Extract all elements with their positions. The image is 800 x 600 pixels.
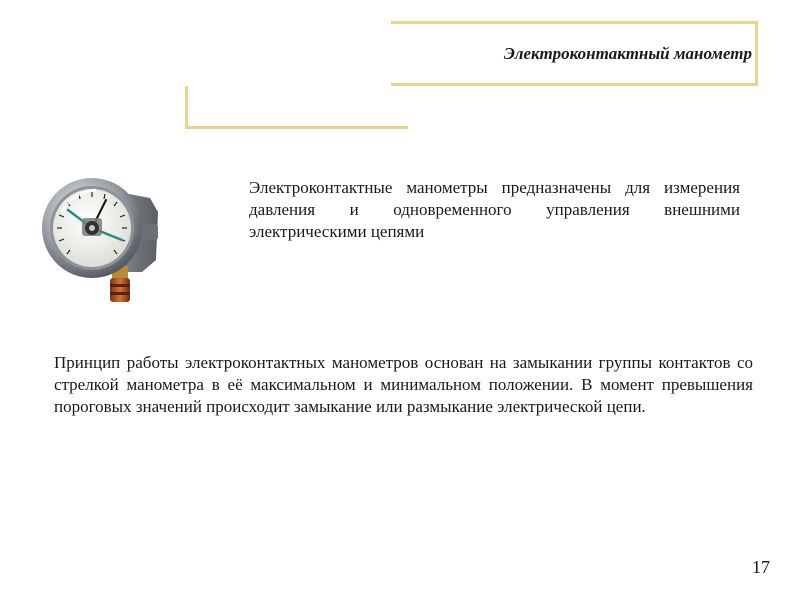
pressure-gauge-image: [38, 172, 166, 306]
lead-paragraph: Электроконтактные манометры предназначены для измерения давления и одновременного управления внешними электрическими цепями: [249, 178, 740, 241]
page-number: 17: [752, 557, 770, 577]
slide-title: Электроконтактный манометр: [503, 44, 752, 63]
body-paragraph: Принцип работы электроконтактных манометров основан на замыкании группы контактов со стрелкой манометра в её максимальном и минимальном положении. В момент превышения пороговых значений происходит замыкание или размыкание электрической цепи.: [54, 353, 753, 416]
frame-decoration-lower: [185, 86, 408, 129]
